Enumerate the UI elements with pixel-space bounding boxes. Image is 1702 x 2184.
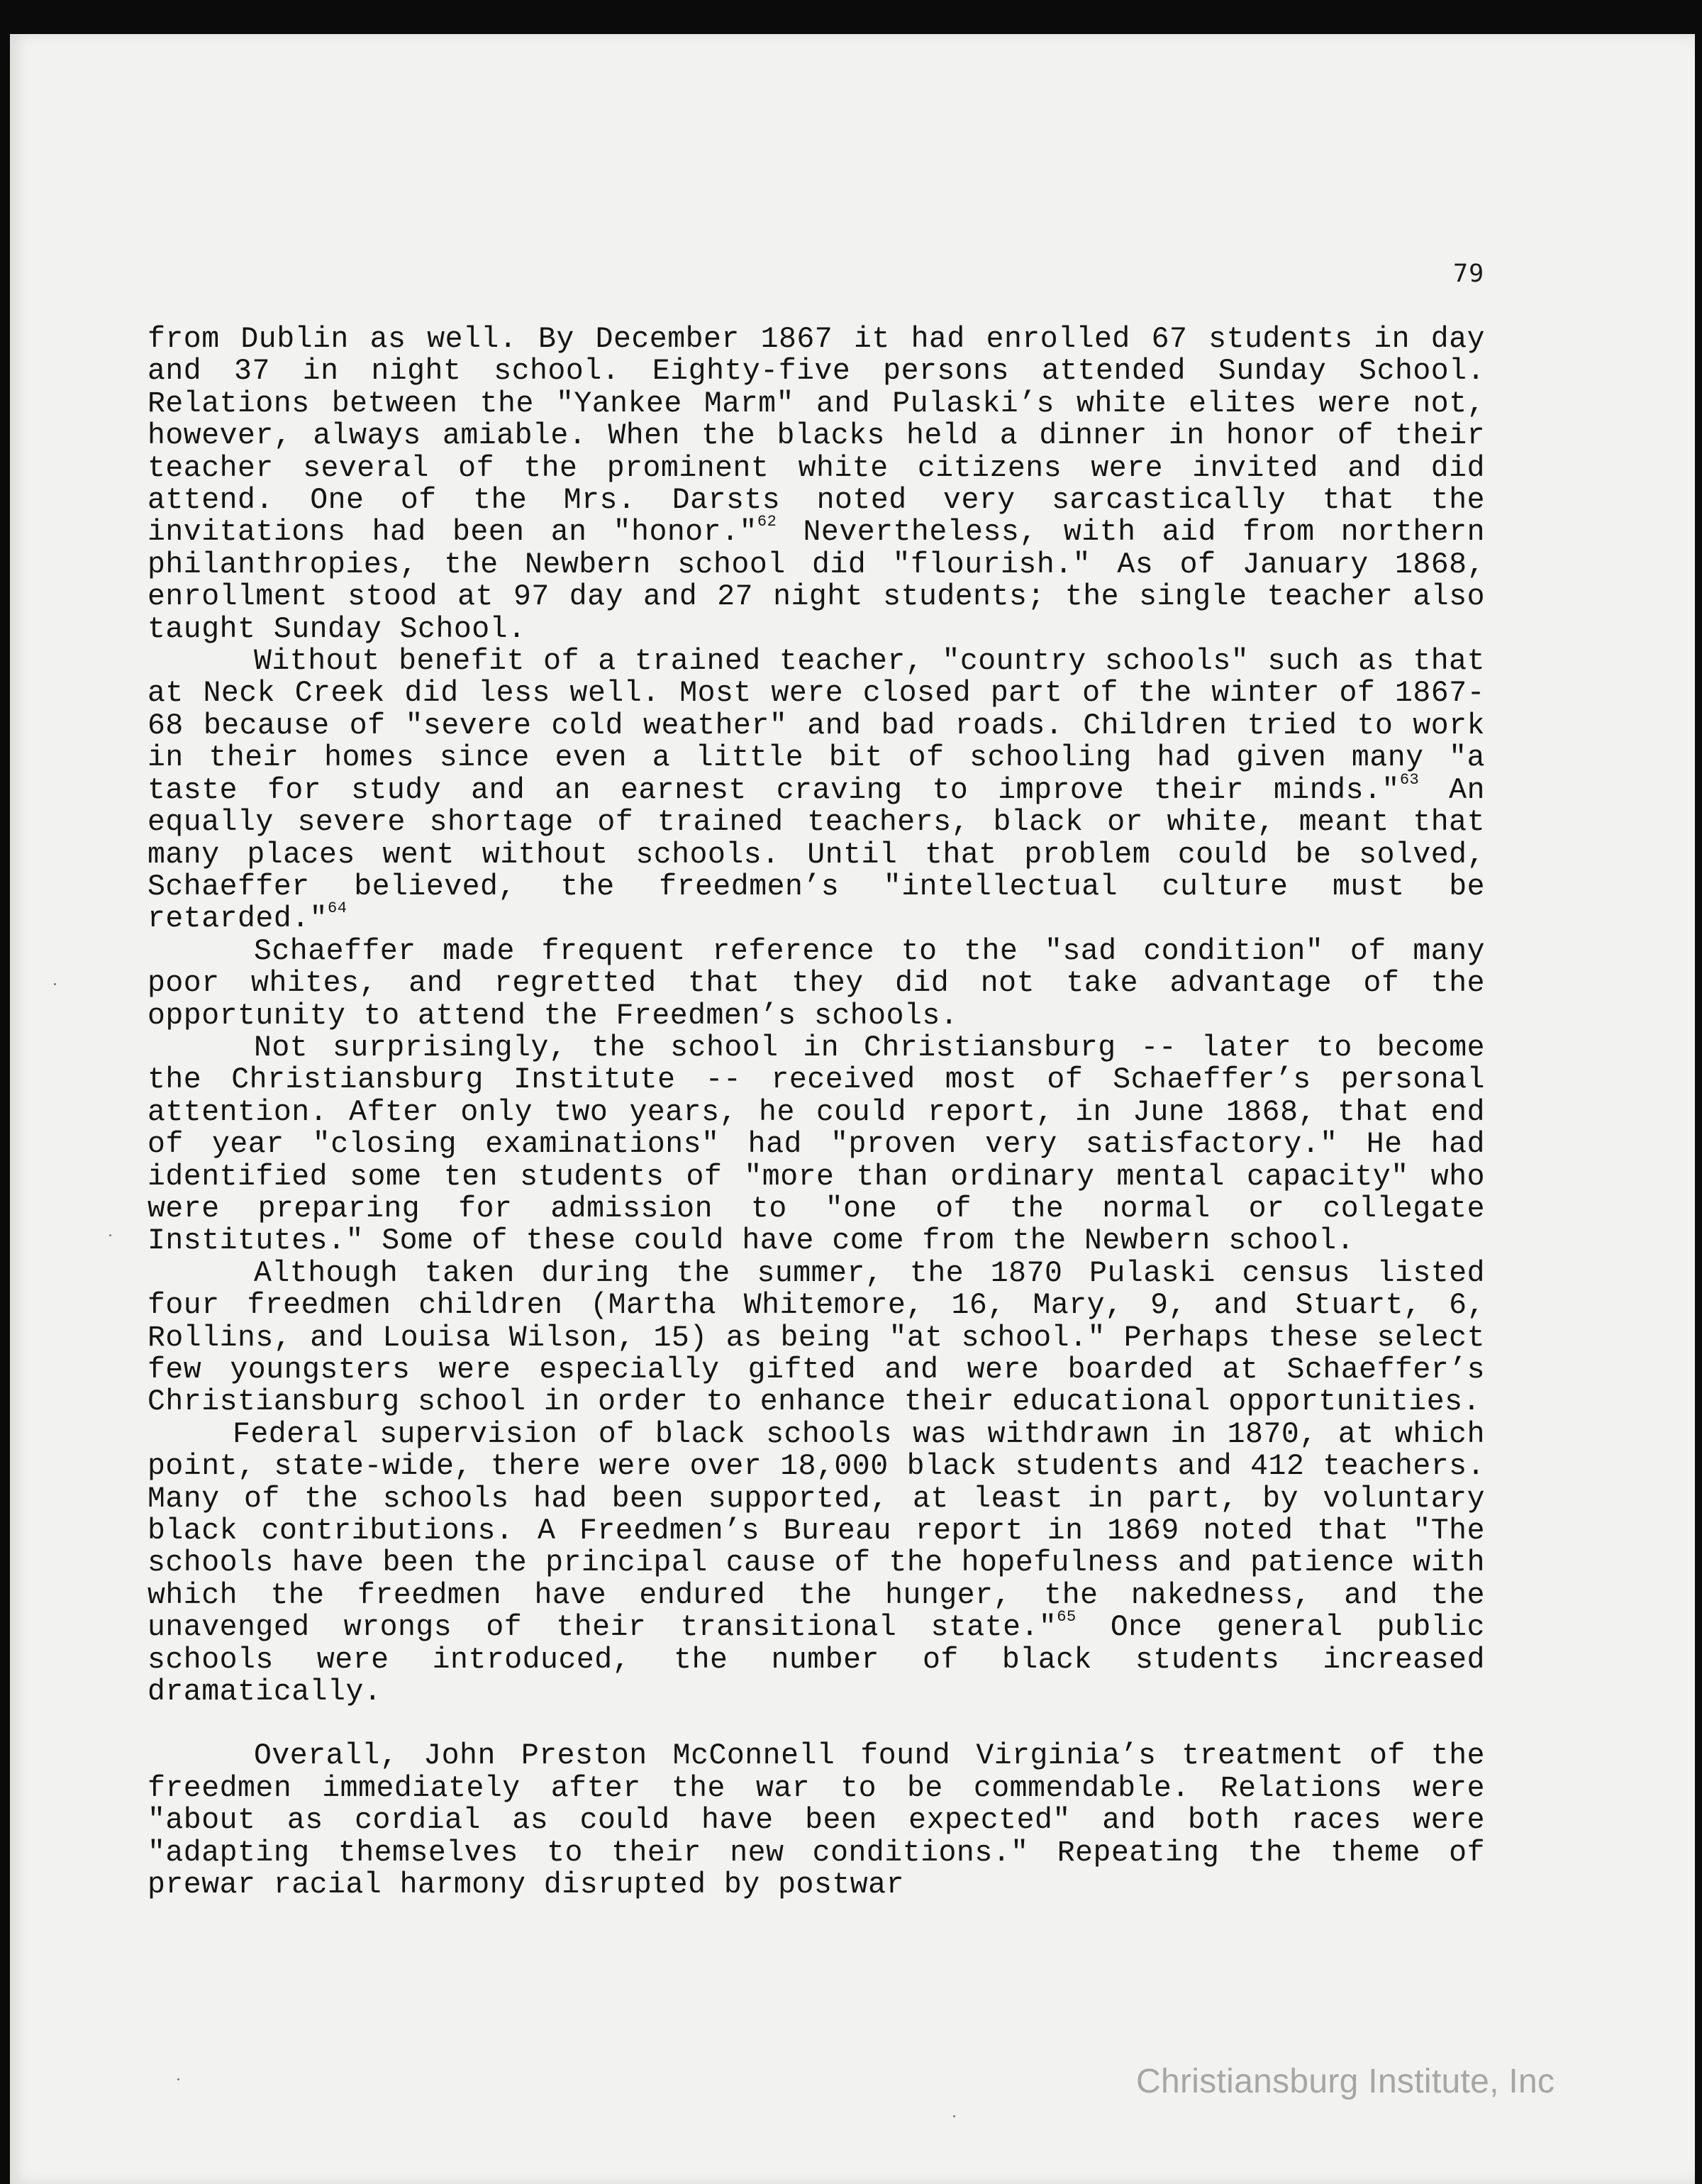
- paper-speck: [177, 2078, 179, 2080]
- watermark: Christiansburg Institute, Inc: [1136, 2063, 1555, 2100]
- document-page: [10, 34, 1695, 2184]
- paragraph-7: Overall, John Preston McConnell found Virginia’s treatment of the freedmen immediately after the war to be commendable. Relations were "about as cordial as could have been expected" and both races were "adapting themselves to their new conditions." Repeating the theme of prewar racial harmony disrupted by postwar: [148, 1739, 1485, 1902]
- paper-speck: [109, 1234, 111, 1236]
- paragraph-4: Not surprisingly, the school in Christiansburg -- later to become the Christiansburg Institute -- received most of Schaeffer’s personal attention. After only two years, he could report, in June 1868, that end of year "closing examinations" had "proven very satisfactory." He had identified some ten students of "more than ordinary mental capacity" who were preparing for admission to "one of the normal or collegate Institutes." Some of these could have come from the Newbern school.: [148, 1031, 1485, 1258]
- footnote-ref-65: 65: [1057, 1608, 1077, 1626]
- body-text: [148, 323, 1485, 1902]
- footnote-ref-64: 64: [328, 899, 347, 918]
- footnote-ref-63: 63: [1399, 770, 1420, 789]
- paragraph-5: Although taken during the summer, the 1870 Pulaski census listed four freedmen children (Martha Whitemore, 16, Mary, 9, and Stuart, 6, Rollins, and Louisa Wilson, 15) as being "at school." Perhaps these select few youngsters were especially gifted and were boarded at Schaeffer’s Christiansburg school in order to enhance their educational opportunities.: [148, 1256, 1485, 1419]
- paper-speck: [54, 983, 56, 985]
- page-number: 79: [1453, 260, 1485, 288]
- paragraph-2: Without benefit of a trained teacher, "country schools" such as that at Neck Creek did less well. Most were closed part of the winter of 1867-68 because of "severe cold weather" and bad roads. Children tried to work in their homes since even a little bit of schooling had given many "a taste for study and an earnest craving to improve their minds."$^{63}$ An equally severe shortage of trained teachers, black or white, meant that many places went without schools. Until that problem could be solved, Schaeffer believed, the freedmen’s "intellectual culture must be retarded."$^{64}$: [148, 645, 1485, 936]
- paragraph-6: Federal supervision of black schools was withdrawn in 1870, at which point, state-wide, there were over 18,000 black students and 412 teachers. Many of the schools had been supported, at least in part, by voluntary black contributions. A Freedmen’s Bureau report in 1869 noted that "The schools have been the principal cause of the hopefulness and patience with which the freedmen have endured the hunger, the nakedness, and the unavenged wrongs of their transitional state."$^{65}$ Once general public schools were introduced, the number of black students increased dramatically.: [148, 1417, 1485, 1709]
- paragraph-1: from Dublin as well. By December 1867 it had enrolled 67 students in day and 37 in night school. Eighty-five persons attended Sunday School. Relations between the "Yankee Marm" and Pulaski’s white elites were not, however, always amiable. When the blacks held a dinner in honor of their teacher several of the prominent white citizens were invited and did attend. One of the Mrs. Darsts noted very sarcastically that the invitations had been an "honor."$^{62}$ Nevertheless, with aid from northern philanthropies, the Newbern school did "flourish." As of January 1868, enrollment stood at 97 day and 27 night students; the single teacher also taught Sunday School.: [148, 323, 1486, 646]
- footnote-ref-62: 62: [757, 513, 777, 531]
- paragraph-3: Schaeffer made frequent reference to the "sad condition" of many poor whites, and regretted that they did not take advantage of the opportunity to attend the Freedmen’s schools.: [148, 934, 1485, 1033]
- paper-speck: [953, 2115, 955, 2117]
